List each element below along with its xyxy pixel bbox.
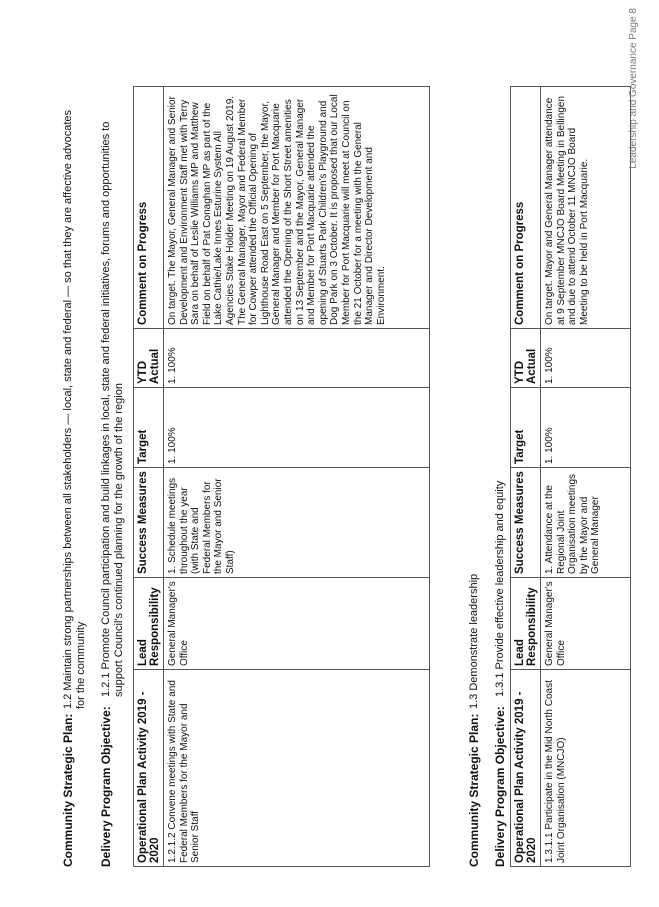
- dpo-value-2: 1.3.1 Provide effective leadership and equity: [494, 480, 506, 697]
- col-header-ytd: YTD Actual: [511, 329, 541, 388]
- col-header-activity: Operational Plan Activity 2019 - 2020: [511, 670, 541, 867]
- activity-cell: 1.2.1.2 Convene meetings with State and Federal Members for the Mayor and Senior Staff: [164, 670, 430, 867]
- col-header-target: Target: [134, 388, 164, 468]
- csp-value-2: 1.3 Demonstrate leadership: [468, 573, 480, 709]
- col-header-measures: Success Measures: [134, 468, 164, 578]
- dpo-value-1: 1.2.1 Promote Council participation and build linkages in local, state and federal initiatives, forums and opportunities to support Council's continued planning for the growth of the region: [100, 121, 125, 697]
- csp-label-1: Community Strategic Plan:: [61, 713, 75, 867]
- col-header-lead: Lead Responsibility: [511, 578, 541, 670]
- measures-cell: 1. Schedule meetings throughout the year (with State and Federal Members for the Mayor and Senior Staff): [164, 468, 430, 578]
- col-header-measures: Success Measures: [511, 468, 541, 578]
- ytd-cell: 1. 100%: [164, 329, 430, 388]
- table-row: [164, 87, 430, 867]
- csp-value-1: 1.2 Maintain strong partnerships between all stakeholders — local, state and federal — so that they are affective advocates for the community: [62, 109, 87, 709]
- table-header-row: [134, 87, 164, 867]
- col-header-ytd: YTD Actual: [134, 329, 164, 388]
- dpo-label-2: Delivery Program Objective:: [493, 706, 507, 867]
- target-cell: 1. 100%: [541, 388, 631, 468]
- col-header-target: Target: [511, 388, 541, 468]
- col-header-activity: Operational Plan Activity 2019 - 2020: [134, 670, 164, 867]
- lead-cell: General Manager's Office: [164, 578, 430, 670]
- activity-cell: 1.3.1.1 Participate in the Mid North Coast Joint Organisation (MNCJO): [541, 670, 631, 867]
- lead-cell: General Manager's Office: [541, 578, 631, 670]
- target-cell: 1. 100%: [164, 388, 430, 468]
- operational-plan-table-2: [510, 86, 631, 867]
- comment-cell: On target. Mayor and General Manager attendance at 9 September MNCJO Board Meeting in Bellingen and due to attend October 11 MNCJO Board Meeting to be held in Port Macquarie.: [541, 87, 631, 329]
- page-footer: Leadership and Governance Page 8: [628, 8, 639, 169]
- ytd-cell: 1. 100%: [541, 329, 631, 388]
- measures-cell: 1. Attendance at the Regional Joint Organisation meetings by the Mayor and General Manager: [541, 468, 631, 578]
- col-header-comment: Comment on Progress: [511, 87, 541, 329]
- table-row: [541, 87, 631, 867]
- operational-plan-table-1: [133, 86, 430, 867]
- dpo-label-1: Delivery Program Objective:: [99, 706, 113, 867]
- col-header-comment: Comment on Progress: [134, 87, 164, 329]
- table-header-row: [511, 87, 541, 867]
- csp-label-2: Community Strategic Plan:: [467, 713, 481, 867]
- col-header-lead: Lead Responsibility: [134, 578, 164, 670]
- comment-cell: On target. The Mayor, General Manager and Senior Development and Environment Staff met with Terry Sara on behalf of Leslie Williams MP and Matthew Field on behalf of Pat Conaghan MP as part of the Lake Cathie/Lake Innes Esturine System All Agencies Stake Holder Meeting on 19 August 2019. The General Manager, Mayor and Federal Member for Cowper attended the Official Opening of Lighthouse Road East on 5 September, the Mayor, General Manager and Member for Port Macquarie attended the Opening of the Short Street amenities on 13 September and the Mayor, General Manager and Member for Port Macquarie attended the opening of Stuarts Park Children's Playground and Dog Park on 3 October. It is proposed that our Local Member for Port Macquarie will meet at Council on the 21 October for a meeting with the General Manager and Director Development and Environment.: [164, 87, 430, 329]
